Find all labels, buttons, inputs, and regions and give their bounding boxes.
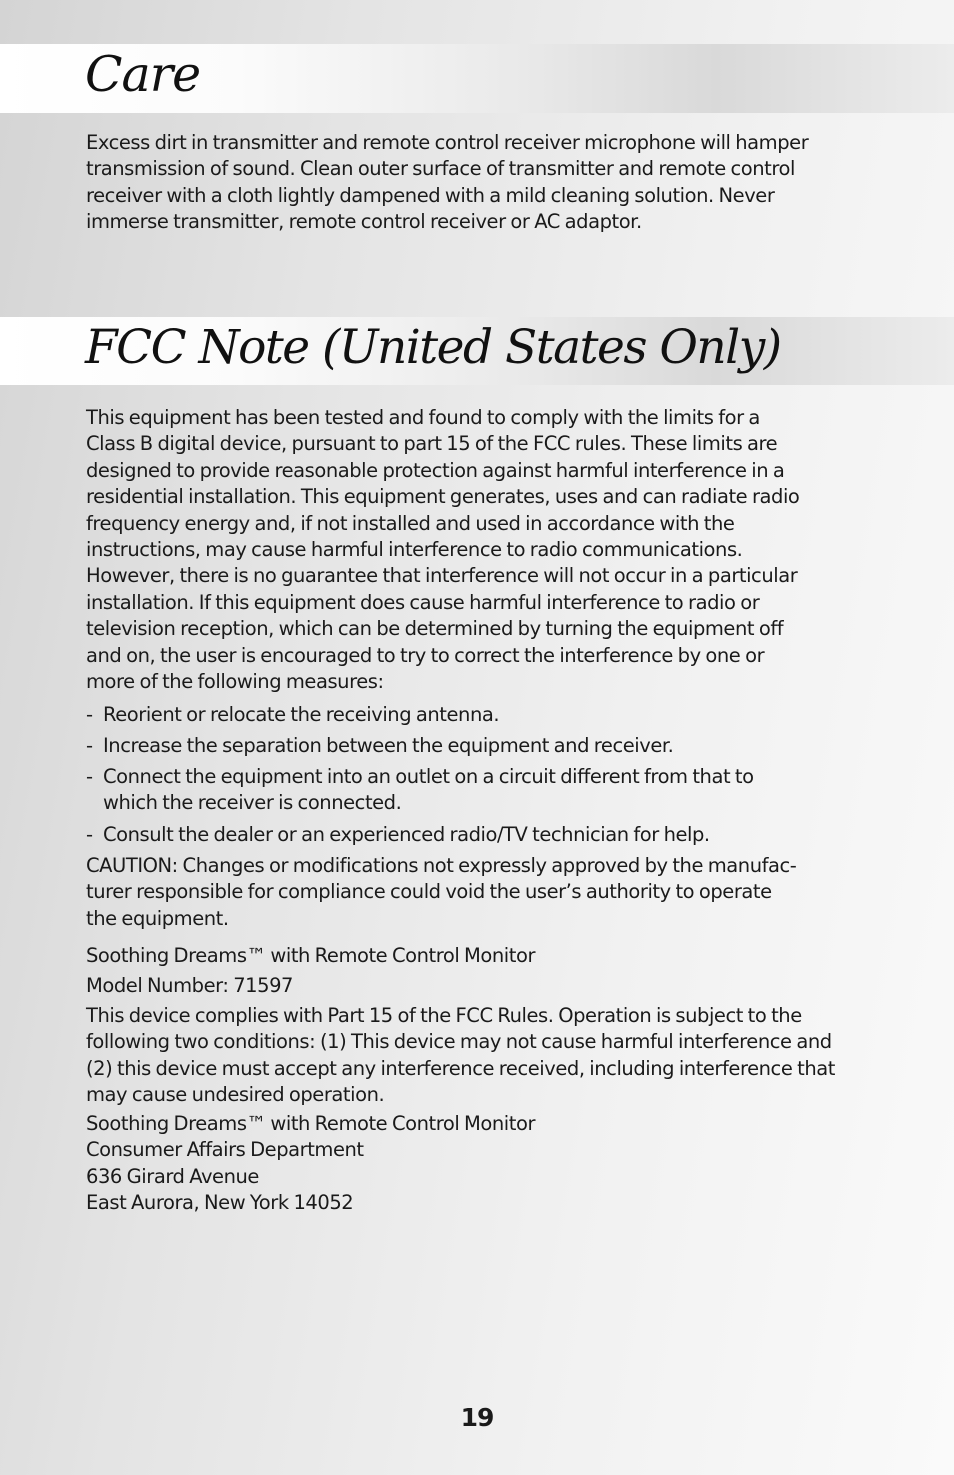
list-dash: -	[86, 765, 93, 788]
list-dash: -	[86, 703, 93, 726]
fcc-heading: FCC Note (United States Only)	[85, 320, 781, 375]
measure-text: Connect the equipment into an outlet on a circuit different from that to which the receiver is connected.	[103, 765, 754, 815]
product-name: Soothing Dreams™ with Remote Control Monitor	[86, 944, 536, 967]
caution-text: CAUTION: Changes or modifications not expressly approved by the manufac- turer responsible for compliance could void the user’s authority to operate the equipment.	[86, 854, 797, 930]
list-dash: -	[86, 734, 93, 757]
mailing-address: Soothing Dreams™ with Remote Control Monitor Consumer Affairs Department 636 Girard Avenue East Aurora, New York 14052	[86, 1112, 536, 1215]
measure-item	[86, 764, 868, 817]
care-body: Excess dirt in transmitter and remote control receiver microphone will hamper transmission of sound. Clean outer surface of transmitter and remote control receiver with a cloth lightly dampened with a mild cleaning solution. Never immerse transmitter, remote control receiver or AC adaptor.	[86, 131, 809, 234]
list-dash: -	[86, 823, 93, 846]
page-number: 19	[460, 1403, 494, 1432]
measure-item	[86, 733, 868, 759]
measure-text: Consult the dealer or an experienced radio/TV technician for help.	[103, 823, 710, 846]
care-heading: Care	[85, 46, 201, 103]
measure-item	[86, 702, 868, 728]
measure-item	[86, 822, 868, 848]
measure-text: Increase the separation between the equipment and receiver.	[103, 734, 674, 757]
measure-text: Reorient or relocate the receiving antenna.	[103, 703, 500, 726]
fcc-intro: This equipment has been tested and found to comply with the limits for a Class B digital device, pursuant to part 15 of the FCC rules. These limits are designed to provide reasonable protection against harmful interference in a residential installation. This equipment generates, uses and can radiate radio frequency energy and, if not installed and used in accordance with the instructions, may cause harmful interference to radio communications. However, there is no guarantee that interference will not occur in a particular installation. If this equipment does cause harmful interference to radio or television reception, which can be determined by turning the equipment off and on, the user is encouraged to try to correct the interference by one or more of the following measures:	[86, 406, 800, 694]
model-number: Model Number: 71597	[86, 974, 293, 997]
compliance-text: This device complies with Part 15 of the FCC Rules. Operation is subject to the following two conditions: (1) This device may not cause harmful interference and (2) this device must accept any interference received, including interference that may cause undesired operation.	[86, 1004, 835, 1107]
